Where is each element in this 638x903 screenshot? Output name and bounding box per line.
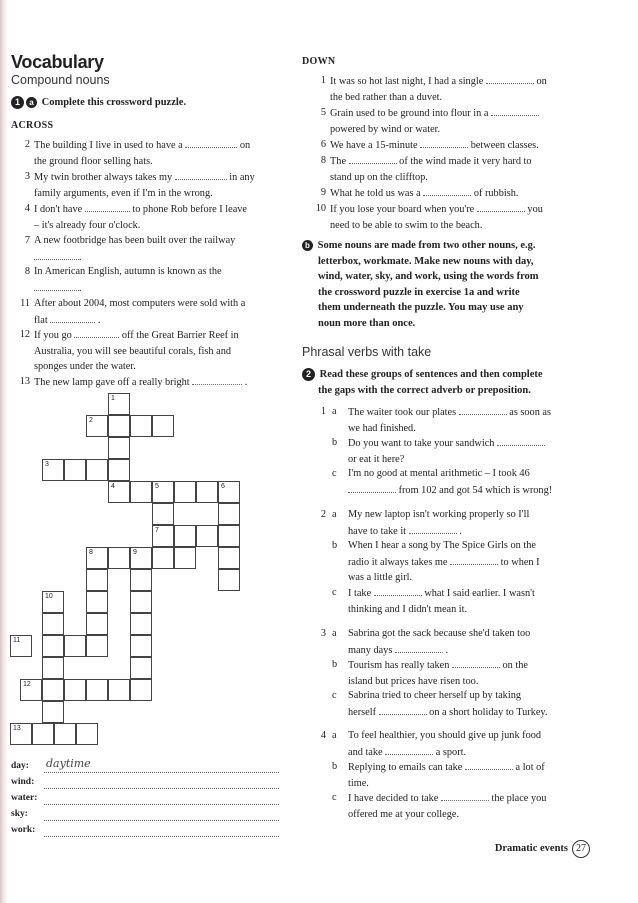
grid-cell[interactable] (86, 635, 108, 657)
grid-cell[interactable] (130, 657, 152, 679)
answer-blank[interactable] (497, 435, 545, 446)
word-answer-day: daytime (46, 757, 91, 770)
exercise-number-badge: 2 (302, 368, 315, 381)
grid-cell[interactable]: 11 (10, 635, 32, 657)
grid-cell[interactable] (32, 723, 54, 745)
answer-blank[interactable] (477, 201, 525, 212)
page-number: 27 (572, 840, 590, 858)
grid-cell[interactable] (42, 657, 64, 679)
down-clue-8: 8 The of the wind made it very hard to stand up on the clifftop. (320, 155, 532, 183)
grid-cell[interactable] (218, 547, 240, 569)
grid-cell[interactable] (86, 591, 108, 613)
grid-cell[interactable] (174, 547, 196, 569)
grid-cell[interactable] (76, 723, 98, 745)
grid-cell[interactable]: 1 (108, 393, 130, 415)
word-line-work[interactable] (44, 826, 279, 837)
group-1: 1 a The waiter took our plates as soon as we had finished. b Do you want to take your sandwich or eat it here? c I'm no good at mental arithmetic – I took 46 from 102 and got 54 which is wrong! (320, 406, 553, 496)
answer-blank[interactable] (385, 744, 433, 755)
answer-blank[interactable] (374, 585, 422, 596)
grid-cell[interactable] (64, 459, 86, 481)
grid-cell[interactable]: 8 (86, 547, 108, 569)
across-clue-12: 12 If you go off the Great Barrier Reef in Australia, you will see beautiful corals, fish and sponges under the water. (19, 329, 239, 373)
answer-blank[interactable] (441, 790, 489, 801)
answer-blank[interactable] (348, 482, 396, 493)
grid-cell[interactable] (130, 679, 152, 701)
grid-cell[interactable]: 12 (20, 679, 42, 701)
grid-cell[interactable] (130, 591, 152, 613)
page-footer (495, 840, 590, 858)
word-line-sky[interactable] (44, 810, 279, 821)
exercise-letter-badge: a (26, 97, 37, 108)
grid-cell[interactable] (42, 635, 64, 657)
across-clue-8: 8 In American English, autumn is known as the . (24, 266, 222, 294)
grid-cell[interactable] (130, 635, 152, 657)
grid-cell[interactable]: 13 (10, 723, 32, 745)
answer-blank[interactable] (450, 554, 498, 565)
answer-blank[interactable] (486, 73, 534, 84)
across-clue-4: 4 I don't have to phone Rob before I leave – it's already four o'clock. (24, 203, 247, 231)
across-heading: ACROSS (11, 120, 54, 131)
grid-cell[interactable] (86, 613, 108, 635)
grid-cell[interactable]: 4 (108, 481, 130, 503)
grid-cell[interactable]: 9 (130, 547, 152, 569)
answer-blank[interactable] (465, 759, 513, 770)
grid-cell[interactable] (108, 679, 130, 701)
grid-cell[interactable] (86, 679, 108, 701)
grid-cell[interactable]: 10 (42, 591, 64, 613)
down-clue-1: 1 It was so hot last night, I had a single on the bed rather than a duvet. (320, 75, 547, 103)
grid-cell[interactable] (130, 415, 152, 437)
grid-cell[interactable] (42, 701, 64, 723)
grid-cell[interactable] (130, 569, 152, 591)
grid-cell[interactable] (152, 415, 174, 437)
across-clue-3: 3 My twin brother always takes my in any family arguments, even if I'm in the wrong. (24, 171, 255, 199)
grid-cell[interactable] (130, 481, 152, 503)
grid-cell[interactable] (130, 613, 152, 635)
down-clue-10: 10 If you lose your board when you're you need to be able to swim to the beach. (315, 203, 543, 231)
group-2: 2 a My new laptop isn't working properly so I'll have to take it . b When I hear a song by The Spice Girls on the radio it always takes me to when I was a little girl. c I take what I said earlier. I wasn't thinking and I didn't mean it. (320, 509, 540, 615)
group-3: 3 a Sabrina got the sack because she'd taken too many days . b Tourism has really taken on the island but prices have risen too. c Sabrina tried to cheer herself up by taking herself on a short holiday to Turkey. (320, 628, 548, 718)
word-label-sky: sky: (11, 809, 28, 819)
across-clue-2: 2 The building I live in used to have a on the ground floor selling hats. (24, 139, 251, 167)
exercise-1b-instruction: b Some nouns are made from two other nouns, e.g. letterbox, workmate. Make new nouns with day, wind, water, sky, and work, using the words from the crossword puzzle in exercise 1a and write them underneath the puzzle. You may use any noun more than once. (302, 238, 592, 331)
grid-cell[interactable] (152, 503, 174, 525)
page-subtitle: Compound nouns (11, 73, 110, 87)
page-title: Vocabulary (11, 52, 104, 72)
word-line-water[interactable] (44, 794, 279, 805)
exercise-letter-badge: b (302, 240, 313, 251)
grid-cell[interactable] (152, 547, 174, 569)
word-label-wind: wind: (11, 777, 35, 787)
group-4: 4 a To feel healthier, you should give up junk food and take a sport. b Replying to emails can take a lot of time. c I have decided to take the place you offered me at your college. (320, 730, 547, 820)
down-clue-5: 5 Grain used to be ground into flour in a powered by wind or water. (312, 105, 597, 139)
grid-cell[interactable] (174, 481, 196, 503)
word-line-wind[interactable] (44, 778, 279, 789)
grid-cell[interactable] (42, 613, 64, 635)
footer-unit-title: Dramatic events (494, 843, 568, 854)
across-clue-13: 13 The new lamp gave off a really bright . (19, 376, 248, 388)
grid-cell[interactable] (108, 459, 130, 481)
grid-cell[interactable] (174, 525, 196, 547)
across-clue-11: 11 After about 2004, most computers were sold with a flat . (20, 298, 246, 326)
grid-cell[interactable]: 6 (218, 481, 240, 503)
grid-cell[interactable]: 2 (86, 415, 108, 437)
answer-blank[interactable] (349, 153, 397, 164)
word-label-work: work: (11, 825, 36, 835)
answer-blank[interactable] (452, 657, 500, 668)
answer-blank[interactable] (491, 105, 539, 116)
exercise-2-instruction: 2 Read these groups of sentences and then complete the gaps with the correct adverb or preposition. (302, 367, 597, 398)
grid-cell[interactable]: 5 (152, 481, 174, 503)
exercise-number-badge: 1 (11, 96, 24, 109)
answer-blank[interactable] (409, 523, 457, 534)
answer-blank[interactable] (459, 404, 507, 415)
section-heading-phrasal-verbs: Phrasal verbs with take (302, 345, 432, 359)
grid-cell[interactable] (54, 723, 76, 745)
down-clue-9: 9 What he told us was a of rubbish. (320, 187, 519, 199)
grid-cell[interactable] (64, 635, 86, 657)
across-clue-7: 7 A new footbridge has been built over the railway . (24, 235, 236, 263)
instruction-text: Complete this crossword puzzle. (41, 97, 187, 108)
answer-blank[interactable] (395, 642, 443, 653)
word-label-day: day: (11, 761, 29, 771)
down-clue-6: 6 We have a 15-minute between classes. (320, 139, 539, 151)
grid-cell[interactable] (64, 679, 86, 701)
grid-cell[interactable]: 3 (42, 459, 64, 481)
answer-blank[interactable] (420, 137, 468, 148)
word-label-water: water: (11, 793, 38, 803)
grid-cell[interactable] (218, 503, 240, 525)
answer-blank[interactable] (423, 185, 471, 196)
grid-cell[interactable] (196, 525, 218, 547)
answer-blank[interactable] (379, 704, 427, 715)
down-heading: DOWN (302, 56, 336, 67)
grid-cell[interactable] (86, 459, 108, 481)
grid-cell[interactable] (108, 547, 130, 569)
grid-cell[interactable] (42, 679, 64, 701)
grid-cell[interactable] (218, 569, 240, 591)
grid-cell[interactable] (108, 415, 130, 437)
grid-cell[interactable] (86, 569, 108, 591)
grid-cell[interactable] (196, 481, 218, 503)
grid-cell[interactable]: 7 (152, 525, 174, 547)
grid-cell[interactable] (108, 437, 130, 459)
grid-cell[interactable] (218, 525, 240, 547)
